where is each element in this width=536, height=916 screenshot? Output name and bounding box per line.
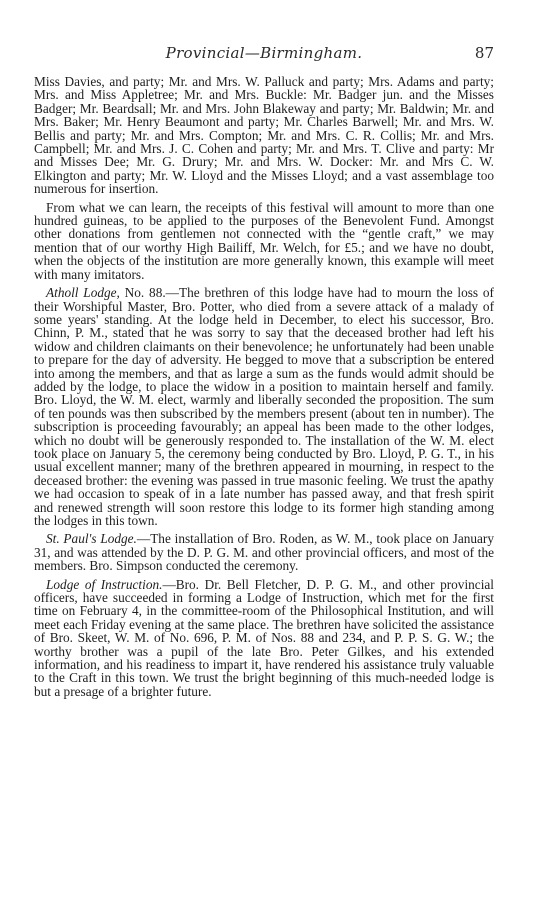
paragraph-festival-receipts — [34, 201, 494, 281]
paragraph-st-pauls-lodge — [34, 532, 494, 572]
paragraph-atholl-lodge — [34, 286, 494, 527]
paragraph-lead: Lodge of Instruction. — [46, 576, 163, 592]
running-title: Provincial—Birmingham. — [165, 44, 363, 62]
paragraph-lead: Atholl Lodge, — [46, 285, 120, 301]
article-body — [34, 75, 494, 698]
page-header — [34, 44, 494, 64]
page-number: 87 — [474, 44, 494, 62]
paragraph-guest-list — [34, 75, 494, 196]
paragraph-text: No. 88.—The brethren of this lodge have had to mourn the loss of their Worshipful Master, Bro. Potter, who died from a severe attack of a malady of some years' standing. At the lodge held in December, to elect his successor, Bro. Chinn, P. M., stated that he was sorry to say that the deceased brother had left his widow and children claimants on their benevolence; he unfortunately had been unable to prepare for the day of adversity. He begged to move that a subscription be entered into among the members, and that as large a sum as the funds would admit should be added by the lodge, to place the widow in a position to maintain herself and family. Bro. Lloyd, the W. M. elect, warmly and liberally seconded the proposition. The sum of ten pounds was then subscribed by the members present (about ten in number). The subscription is proceeding favourably; an appeal has been made to the other lodges, which no doubt will be generously responded to. The installation of the W. M. elect took place on January 5, the ceremony being conducted by Bro. Lloyd, P. G. T., in his usual excellent manner; many of the brethren appeared in mourning, in respect to the deceased brother: the evening was passed in true masonic feeling. We trust the apathy we had occasion to speak of in a late number has passed away, and that fresh spirit and renewed strength will soon restore this lodge to its former high standing among the lodges in this town. — [34, 285, 494, 528]
paragraph-text: From what we can learn, the receipts of this festival will amount to more than one hundred guineas, to be applied to the purposes of the Benevolent Fund. Amongst other donations from gentlemen not connected with the “gentle craft,” we may mention that of our worthy High Bailiff, Mr. Welch, for £5.; and we have no doubt, when the objects of the institution are more generally known, this example will meet with many imitators. — [34, 199, 494, 282]
paragraph-text: —The installation of Bro. Roden, as W. M., took place on January 31, and was attended by the D. P. G. M. and other provincial officers, and most of the members. Bro. Simpson conducted the ceremony. — [34, 531, 494, 574]
paragraph-text: Miss Davies, and party; Mr. and Mrs. W. Palluck and party; Mrs. Adams and party; Mrs. and Miss Appletree; Mr. and Mrs. Buckle: Mr. Badger jun. and the Misses Badger; Mr. Beardsall; Mr. and Mrs. John Blakeway and party; Mr. Baldwin; Mr. and Mrs. Baker; Mr. Henry Beaumont and party; Mr. Charles Barwell; Mr. and Mrs. W. Bellis and party; Mr. and Mrs. Compton; Mr. and Mrs. C. R. Collis; Mr. and Mrs. Campbell; Mr. and Mrs. J. C. Cohen and party; Mr. and Mrs. T. Clive and party: Mr and Misses Dee; Mr. G. Drury; Mr. and Mrs. W. Docker: Mr. and Mrs C. W. Elkington and party; Mr. W. Lloyd and the Misses Lloyd; and a vast assemblage too numerous for insertion. — [34, 74, 494, 197]
paragraph-text: —Bro. Dr. Bell Fletcher, D. P. G. M., and other provincial officers, have succeeded in forming a Lodge of Instruction, which met for the first time on February 4, in the committee-room of the Philosophical Institution, and will meet each Friday evening at the same place. The brethren have solicited the assistance of Bro. Skeet, W. M. of No. 696, P. M. of Nos. 88 and 234, and P. P. S. G. W.; the worthy brother was a pupil of the late Bro. Peter Gilkes, and his extended information, and his readiness to impart it, have rendered his assistance truly valuable to the Craft in this town. We trust the bright beginning of this much-needed lodge is but a presage of a brighter future. — [34, 576, 494, 699]
paragraph-lead: St. Paul's Lodge. — [46, 531, 137, 547]
paragraph-lodge-of-instruction — [34, 578, 494, 699]
